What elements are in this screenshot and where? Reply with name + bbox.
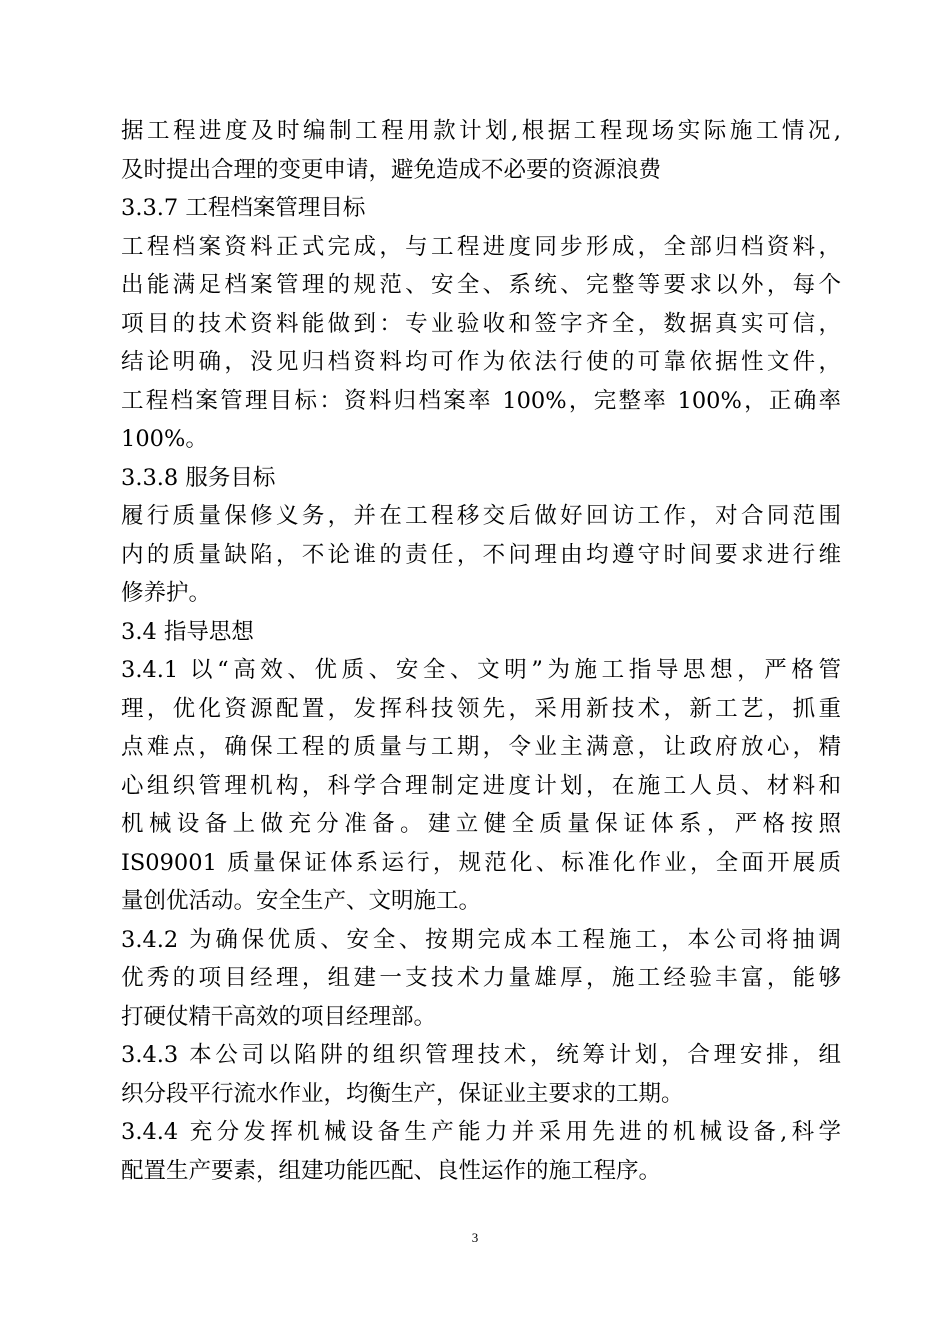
text-line: 心组织管理机构，科学合理制定进度计划，在施工人员、材料和 (121, 772, 841, 799)
body-text (121, 112, 841, 1190)
text-line: 打硬仗精干高效的项目经理部。 (121, 1003, 437, 1030)
text-line: IS09001 质量保证体系运行，规范化、标准化作业，全面开展质 (121, 849, 841, 876)
text-line: 履行质量保修义务，并在工程移交后做好回访工作，对合同范围 (121, 503, 841, 529)
text-line: 项目的技术资料能做到：专业验收和签字齐全，数据真实可信， (121, 310, 841, 337)
text-line: 配置生产要素，组建功能匹配、良性运作的施工程序。 (121, 1157, 662, 1184)
section-heading: 3.3.7 工程档案管理目标 (121, 195, 366, 221)
text-line: 修养护。 (121, 580, 212, 606)
text-line: 内的质量缺陷，不论谁的责任，不问理由均遵守时间要求进行维 (121, 541, 841, 568)
text-line: 理，优化资源配置，发挥科技领先，采用新技术，新工艺，抓重 (121, 695, 841, 722)
text-line: 出能满足档案管理的规范、安全、系统、完整等要求以外，每个 (121, 272, 841, 298)
text-line: 点难点，确保工程的质量与工期，令业主满意，让政府放心，精 (121, 734, 841, 760)
text-line: 3.4.3 本公司以陷阱的组织管理技术，统筹计划，合理安排，组 (121, 1042, 841, 1068)
text-line: 3.4.4 充分发挥机械设备生产能力并采用先进的机械设备,科学 (121, 1119, 841, 1145)
text-line: 结论明确，没见归档资料均可作为依法行使的可靠依据性文件， (121, 349, 841, 375)
text-line: 优秀的项目经理，组建一支技术力量雄厚，施工经验丰富，能够 (121, 965, 841, 991)
text-line: 及时提出合理的变更申请，避免造成不必要的资源浪费 (121, 156, 662, 183)
text-line: 据工程进度及时编制工程用款计划,根据工程现场实际施工情况, (121, 118, 841, 144)
text-line: 量创优活动。安全生产、文明施工。 (121, 888, 482, 914)
text-line: 织分段平行流水作业，均衡生产，保证业主要求的工期。 (121, 1080, 684, 1107)
text-line: 3.4.2 为确保优质、安全、按期完成本工程施工，本公司将抽调 (121, 926, 841, 953)
section-heading: 3.3.8 服务目标 (121, 464, 276, 491)
text-line: 工程档案资料正式完成，与工程进度同步形成，全部归档资料， (121, 233, 841, 260)
text-line: 100%。 (121, 426, 208, 452)
text-line: 3.4.1 以“高效、优质、安全、文明”为施工指导思想，严格管 (121, 657, 841, 683)
section-heading: 3.4 指导思想 (121, 618, 254, 645)
text-line: 机械设备上做充分准备。建立健全质量保证体系，严格按照 (121, 811, 841, 837)
text-line: 工程档案管理目标：资料归档案率 100%，完整率 100%，正确率 (121, 387, 841, 414)
page-number: 3 (471, 1230, 479, 1245)
